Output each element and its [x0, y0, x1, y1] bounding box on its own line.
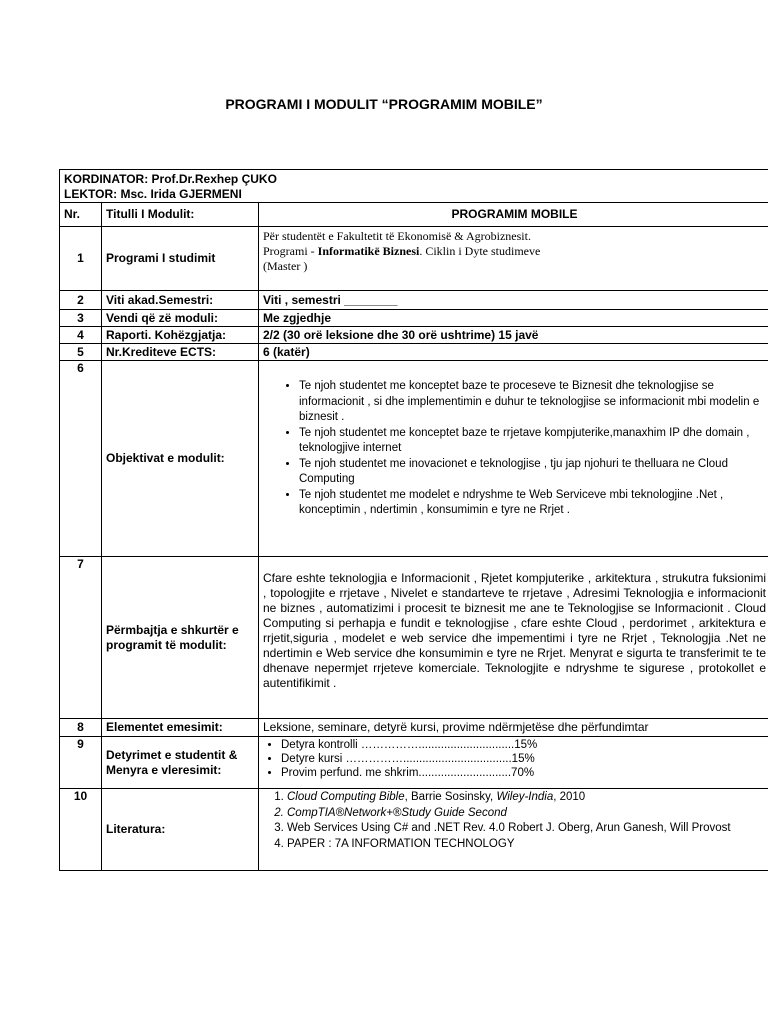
list-item: 4. PAPER : 7A INFORMATION TECHNOLOGY [287, 837, 766, 853]
module-title-label: Titulli I Modulit: [102, 203, 259, 227]
table-row [60, 327, 768, 344]
row-number: 5 [60, 344, 102, 361]
list-item: 2. CompTIA®Network+®Study Guide Second [287, 806, 766, 822]
row-number: 9 [60, 737, 102, 789]
table-row [60, 719, 768, 737]
table-head-row [60, 203, 768, 227]
row-label: Detyrimet e studentit & Menyra e vleresimit: [102, 737, 259, 789]
table-row [60, 737, 768, 789]
row-number: 2 [60, 291, 102, 310]
row-number: 8 [60, 719, 102, 737]
assessment-list [263, 738, 766, 780]
row-label: Objektivat e modulit: [102, 361, 259, 557]
row-value [259, 737, 768, 789]
page-title: PROGRAMI I MODULIT “PROGRAMIM MOBILE” [225, 96, 543, 112]
list-item: • Detyre kursi ……………..................................15% [281, 752, 766, 766]
table-row [60, 227, 768, 291]
list-item: • Provim perfund. me shkrim.............................70% [281, 766, 766, 780]
table-row [60, 310, 768, 327]
list-item: • Te njoh studentet me modelet e ndryshme te Web Serviceve mbi teknologjine .Net , konceptimin , ndertimin , konsumimin e tyre ne Rrjet . [299, 488, 766, 519]
table-row [60, 789, 768, 871]
table-row [60, 361, 768, 557]
table-row [60, 291, 768, 310]
row-number: 7 [60, 557, 102, 719]
row-number: 1 [60, 227, 102, 291]
row-value [259, 227, 768, 291]
row-number: 10 [60, 789, 102, 871]
row-value [259, 789, 768, 871]
row-value: Leksione, seminare, detyrë kursi, provime ndërmjetëse dhe përfundimtar [259, 719, 768, 737]
row-number: 6 [60, 361, 102, 557]
row-value [259, 361, 768, 557]
row-label: Literatura: [102, 789, 259, 871]
row-label: Nr.Krediteve ECTS: [102, 344, 259, 361]
program-line-1: Për studentët e Fakultetit të Ekonomisë & Agrobiznesit. [263, 229, 531, 243]
module-name: PROGRAMIM MOBILE [259, 203, 768, 227]
row-label: Elementet emesimit: [102, 719, 259, 737]
list-item: 3. Web Services Using C# and .NET Rev. 4.0 Robert J. Oberg, Arun Ganesh, Will Provost [287, 821, 766, 837]
row-value: 2/2 (30 orë leksione dhe 30 orë ushtrime) 15 javë [259, 327, 768, 344]
row-label: Përmbajtja e shkurtër e programit të modulit: [102, 557, 259, 719]
list-item: • Te njoh studentet me inovacionet e teknologjise , tju jap njohuri te thelluara ne Cloud Computing [299, 457, 766, 488]
coordinator: KORDINATOR: Prof.Dr.Rexhep ÇUKO [64, 171, 277, 186]
row-label: Viti akad.Semestri: [102, 291, 259, 310]
row-label: Vendi që zë moduli: [102, 310, 259, 327]
table-row [60, 344, 768, 361]
module-table [59, 169, 768, 871]
program-name: Informatikë Biznesi [317, 244, 420, 258]
list-item: • Te njoh studentet me konceptet baze te rrjetave kompjuterike,manaxhim IP dhe domain , teknologjive internet [299, 426, 766, 457]
list-item: • Detyra kontrolli ……………..............................15% [281, 738, 766, 752]
row-value: Me zgjedhje [259, 310, 768, 327]
row-number: 3 [60, 310, 102, 327]
objectives-list [263, 379, 766, 519]
nr-header: Nr. [60, 203, 102, 227]
literature-list [263, 790, 766, 852]
row-value: Viti , semestri ________ [259, 291, 768, 310]
row-value: Cfare eshte teknologjia e Informacionit , Rjetet kompjuterike , arkitektura , strukutra fuksionimi , topologjite e rrjetave , Nivelet e standarteve te rrjetave , Adresimi Teknologjia e informacionit ne biznes , automatizimi i procesit te biznesit me ane te Teknologjise se Informacionit . Cloud Computing si perhapja e fundit e teknologjise , cfare eshte Cloud , perdorimet , arkitektura e rrjetit,siguria , modelet e web service dhe impementimi i tyre ne Rrjet , Teknologjia .Net ne ndertimin e Web service dhe konsumimin e tyre ne Rrjet. Menyrat e sigurta te transferimit te te dhenave nepermjet rrjeteve komerciale. Teknologjite e ndryshme te sigurese , protokollet e autentifikimit . [259, 557, 768, 719]
row-label: Raporti. Kohëzgjatja: [102, 327, 259, 344]
list-item: • Te njoh studentet me konceptet baze te proceseve te Biznesit dhe teknologjise se informacionit , si dhe implementimin e duhur te teknologjise se informacionit mbi modelin e biznesit . [299, 379, 766, 426]
row-value: 6 (katër) [259, 344, 768, 361]
lecturer: LEKTOR: Msc. Irida GJERMENI [64, 186, 242, 201]
table-row [60, 557, 768, 719]
row-label: Programi I studimit [102, 227, 259, 291]
header-row [60, 170, 768, 203]
list-item: 1. Cloud Computing Bible, Barrie Sosinsky, Wiley-India, 2010 [287, 790, 766, 806]
row-number: 4 [60, 327, 102, 344]
program-line-2: Programi - Informatikë Biznesi. Ciklin i Dyte studimeve [263, 244, 541, 258]
program-line-3: (Master ) [263, 259, 308, 273]
